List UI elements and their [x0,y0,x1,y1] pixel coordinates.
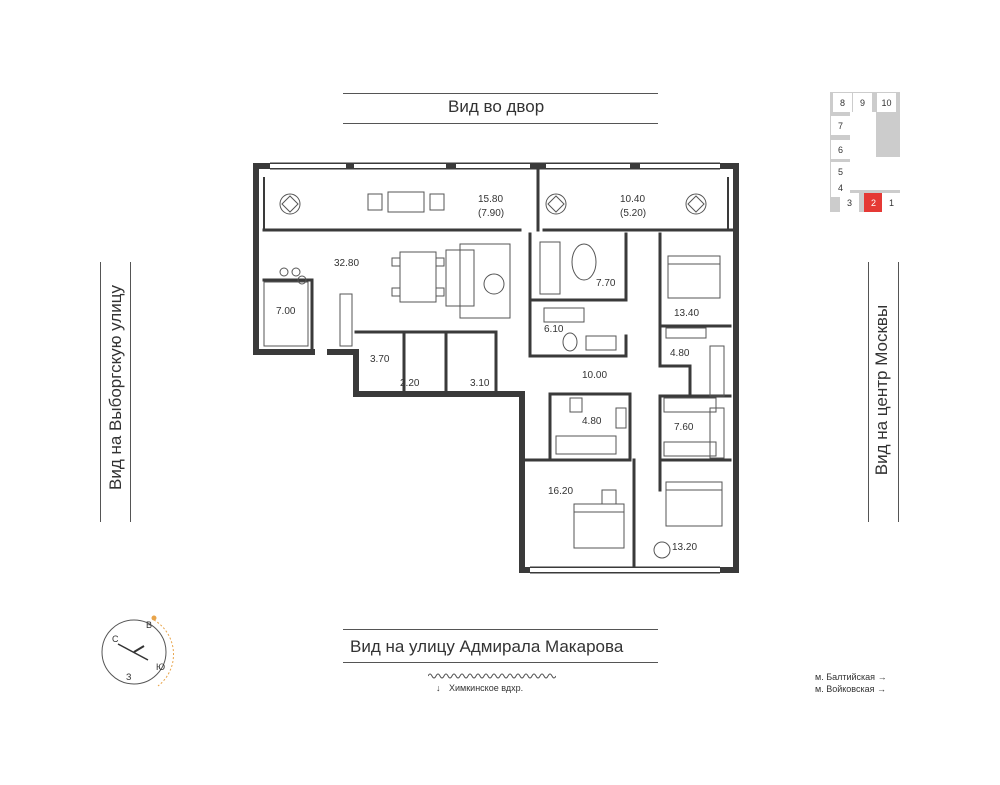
section-plan [828,90,902,215]
area-balcony-right: 10.40 [620,194,646,205]
area-corridor: 10.00 [582,370,608,381]
section-cell-3[interactable]: 3 [840,193,859,212]
compass-n: С [112,634,119,644]
area-balcony-right-sub: (5.20) [620,208,647,219]
area-dressing-top: 7.70 [596,278,616,289]
area-living: 32.80 [334,258,360,269]
section-cell-6[interactable]: 6 [831,140,850,159]
reservoir-label: ↓ Химкинское вдхр. [436,683,524,693]
down-arrow-icon: ↓ [436,683,441,693]
compass-e: В [146,620,153,630]
section-cell-7[interactable]: 7 [831,116,850,135]
view-courtyard-label: Вид во двор [448,97,545,116]
area-balcony-left-sub: (7.90) [478,208,505,219]
area-wardrobe-right: 4.80 [670,348,690,359]
area-bedroom-bottom-left: 16.20 [548,486,574,497]
area-bath-center: 4.80 [582,416,602,427]
area-wc-small: 3.10 [470,378,490,389]
right-arrow-icon: → [876,684,886,694]
area-kitchen: 7.00 [276,306,296,317]
section-cell-10[interactable]: 10 [877,93,896,112]
compass-icon [96,612,186,694]
area-bedroom-bottom-right: 13.20 [672,542,698,553]
metro-baltiyskaya: м. Балтийская → [815,672,887,682]
area-closet: 2.20 [400,378,420,389]
section-cell-9[interactable]: 9 [853,93,872,112]
section-cell-4[interactable]: 4 [831,178,850,197]
area-bedroom-top-right: 13.40 [674,308,700,319]
view-vyborgskaya-label: Вид на Выборгскую улицу [106,285,125,490]
floor-plan [250,160,750,580]
right-arrow-icon: → [877,672,887,682]
compass-s: Ю [156,662,166,672]
area-balcony-left: 15.80 [478,194,504,205]
view-moscow-center-label: Вид на центр Москвы [872,304,891,476]
area-hall: 3.70 [370,354,390,365]
section-cell-1[interactable]: 1 [882,193,901,212]
area-bath-top: 6.10 [544,324,564,335]
view-makarova-label: Вид на улицу Адмирала Макарова [350,637,624,656]
area-wardrobe-lower: 7.60 [674,422,694,433]
metro-voykovskaya: м. Войковская → [815,684,886,694]
section-cell-8[interactable]: 8 [833,93,852,112]
compass-w: З [126,672,132,682]
water-wave-icon [428,672,556,680]
section-cell-2-selected[interactable]: 2 [864,193,883,212]
section-cell-5[interactable]: 5 [831,162,850,181]
